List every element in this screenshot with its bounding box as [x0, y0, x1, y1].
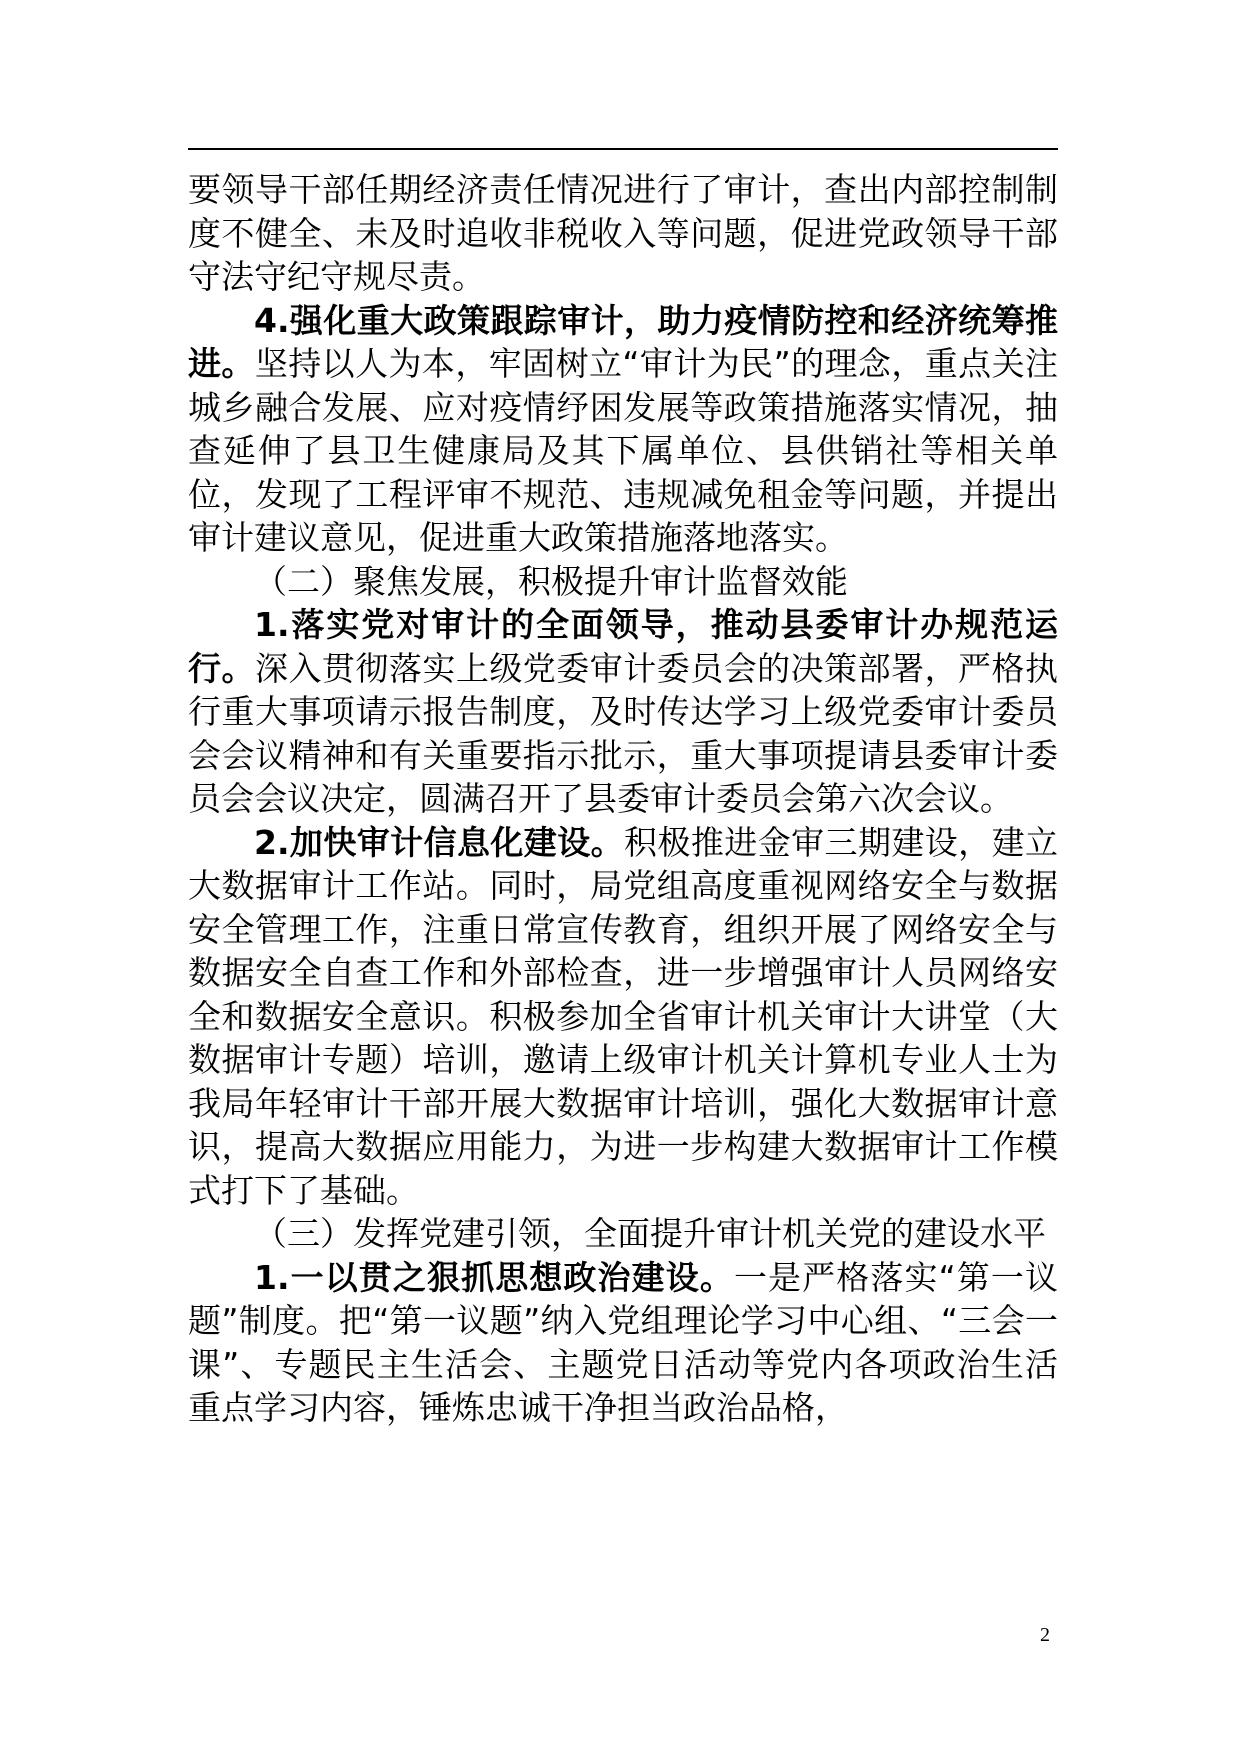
paragraph-text: 坚持以人为本，牢固树立“审计为民”的理念，重点关注城乡融合发展、应对疫情纾困发展等政策措施落实情况，抽查延伸了县卫生健康局及其下属单位、县供销社等相关单位，发现了工程评审不规范、违规减免租金等问题，并提出审计建议意见，促进重大政策措施落地落实。 — [188, 344, 1059, 557]
section-heading-2 — [188, 560, 1058, 604]
section-heading-text: （三）发挥党建引领，全面提升审计机关党的建设水平 — [254, 1214, 1046, 1253]
section-heading-text: （二）聚焦发展，积极提升审计监督效能 — [254, 561, 848, 601]
paragraph-text: 深入贯彻落实上级党委审计委员会的决策部署，严格执行重大事项请示报告制度，及时传达学习上级党委审计委员会会议精神和有关重要指示批示，重大事项提请县委审计委员会会议决定，圆满召开了县委审计委员会第六次会议。 — [188, 648, 1059, 818]
document-body — [188, 168, 1058, 1430]
paragraph-continuation — [188, 168, 1058, 299]
section-heading-3 — [188, 1212, 1058, 1256]
paragraph-party-leadership — [188, 603, 1058, 821]
paragraph-text: 一是严格落实“第一议题”制度。把“第一议题”纳入党组理论学习中心组、“三会一课”、专题民主生活会、主题党日活动等党内各项政治生活重点学习内容，锤炼忠诚干净担当政治品格， — [188, 1257, 1058, 1427]
header-rule — [188, 148, 1058, 150]
paragraph-policy-tracking-audit — [188, 299, 1058, 560]
paragraph-lead: 1.一以贯之狠抓思想政治建设。 — [254, 1257, 734, 1297]
paragraph-lead: 1.落实党对审计的全面领导，推动县委审计办规范运行。 — [188, 605, 1058, 688]
paragraph-lead: 4.强化重大政策跟踪审计，助力疫情防控和经济统筹推进。 — [188, 300, 1058, 383]
paragraph-lead: 2.加快审计信息化建设。 — [254, 822, 625, 862]
paragraph-text: 积极推进金审三期建设，建立大数据审计工作站。同时，局党组高度重视网络安全与数据安全管理工作，注重日常宣传教育，组织开展了网络安全与数据安全自查工作和外部检查，进一步增强审计人员网络安全和数据安全意识。积极参加全省审计机关审计大讲堂（大数据审计专题）培训，邀请上级审计机关计算机专业人士为我局年轻审计干部开展大数据审计培训，强化大数据审计意识，提高大数据应用能力，为进一步构建大数据审计工作模式打下了基础。 — [188, 822, 1059, 1210]
paragraph-text: 要领导干部任期经济责任情况进行了审计，查出内部控制制度不健全、未及时追收非税收入等问题，促进党政领导干部守法守纪守规尽责。 — [188, 170, 1058, 296]
page-number: 2 — [1040, 1624, 1050, 1646]
paragraph-political-building — [188, 1256, 1058, 1430]
paragraph-informatization — [188, 821, 1058, 1213]
